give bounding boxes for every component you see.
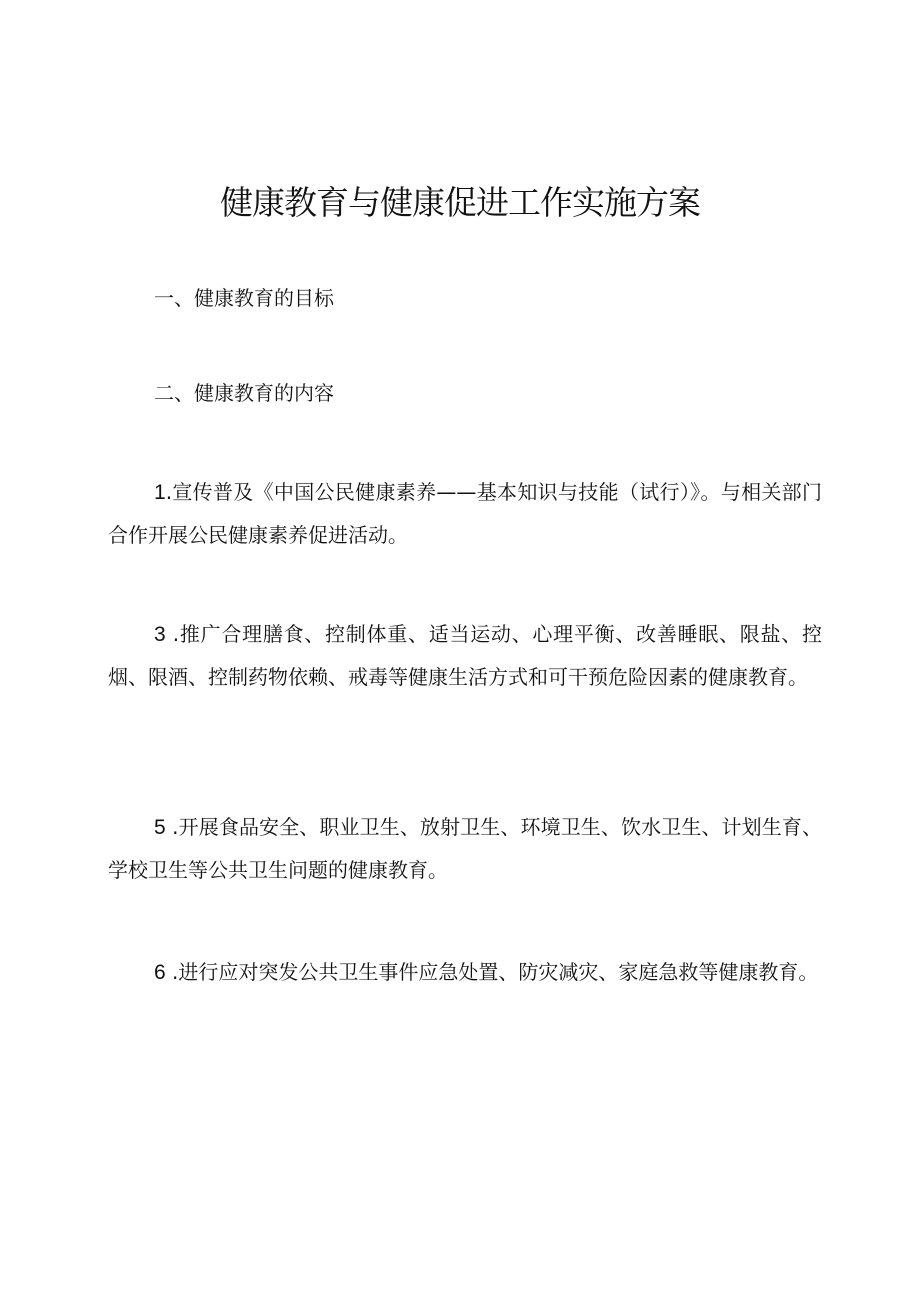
item-number: 3 bbox=[154, 623, 166, 646]
item-text: .宣传普及《中国公民健康素养——基本知识与技能（试行）》。与相关部门合作开展公民健康素养促进活动。 bbox=[108, 480, 822, 547]
item-number: 6 bbox=[154, 961, 166, 984]
content-item-6 bbox=[108, 951, 822, 994]
document-title: 健康教育与健康促进工作实施方案 bbox=[220, 183, 700, 222]
item-text: .推广合理膳食、控制体重、适当运动、心理平衡、改善睡眠、限盐、控烟、限酒、控制药物依赖、戒毒等健康生活方式和可干预危险因素的健康教育。 bbox=[108, 622, 822, 689]
section-heading-content: 二、健康教育的内容 bbox=[154, 381, 334, 405]
item-text: .开展食品安全、职业卫生、放射卫生、环境卫生、饮水卫生、计划生育、学校卫生等公共卫生问题的健康教育。 bbox=[108, 815, 822, 882]
section-heading-goals: 一、健康教育的目标 bbox=[154, 286, 334, 310]
item-text: .进行应对突发公共卫生事件应急处置、防灾减灾、家庭急救等健康教育。 bbox=[165, 960, 819, 984]
item-number: 5 bbox=[154, 816, 166, 839]
item-number: 1 bbox=[154, 481, 166, 504]
content-item-5 bbox=[108, 806, 822, 891]
content-item-3 bbox=[108, 613, 822, 698]
content-item-1 bbox=[108, 471, 822, 556]
